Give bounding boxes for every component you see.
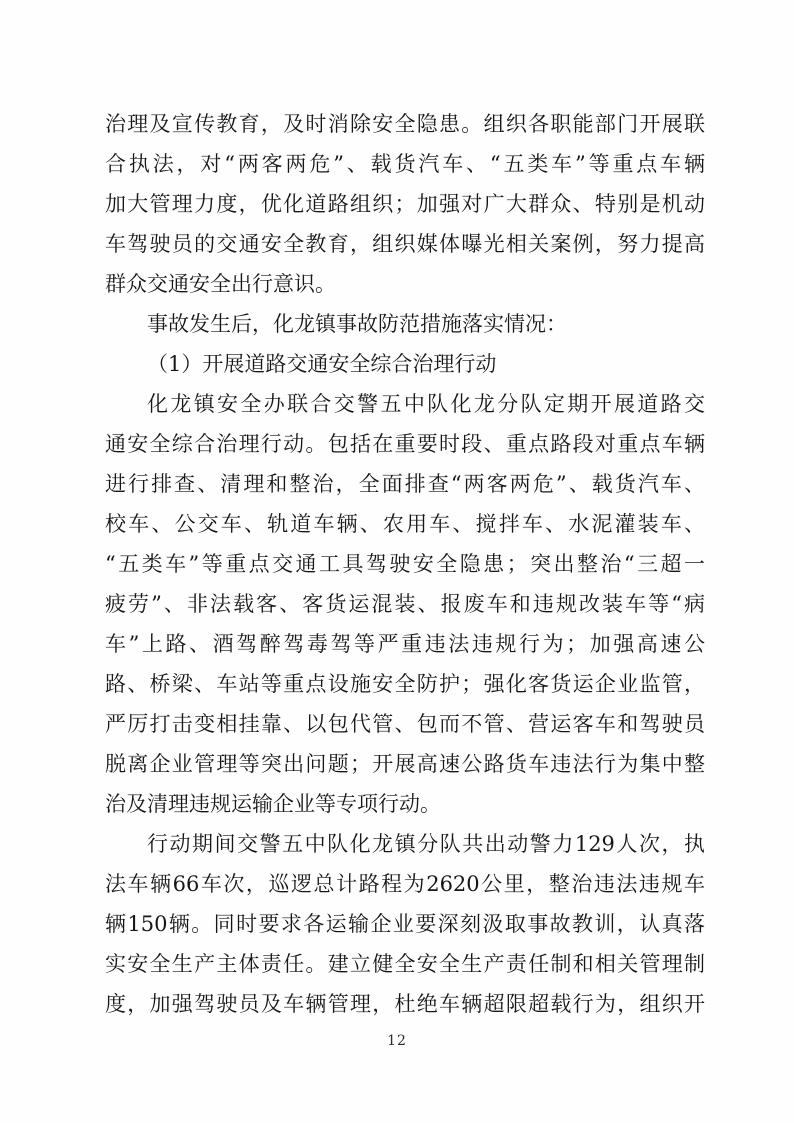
text-line: 校车、公交车、轨道车辆、农用车、搅拌车、水泥灌装车、 [105, 512, 705, 536]
text-line: 车驾驶员的交通安全教育，组织媒体曝光相关案例，努力提高 [105, 232, 705, 256]
text-line: 辆150辆。同时要求各运输企业要深刻汲取事故教训，认真落 [105, 912, 705, 936]
text-line: 化龙镇安全办联合交警五中队化龙分队定期开展道路交 [147, 392, 705, 416]
page-footer [0, 1030, 794, 1049]
text-line: 治理及宣传教育，及时消除安全隐患。组织各职能部门开展联 [105, 112, 705, 136]
text-line: （1）开展道路交通安全综合治理行动 [147, 352, 497, 376]
text-line: 事故发生后，化龙镇事故防范措施落实情况： [147, 312, 567, 336]
text-line: 疲劳”、非法载客、客货运混装、报废车和违规改装车等“病 [105, 592, 705, 616]
text-line: 治及清理违规运输企业等专项行动。 [105, 792, 441, 816]
text-line: 路、桥梁、车站等重点设施安全防护；强化客货运企业监管， [105, 672, 705, 696]
text-line: 法车辆66车次，巡逻总计路程为2620公里，整治违法违规车 [105, 872, 705, 896]
text-line: “五类车”等重点交通工具驾驶安全隐患；突出整治“三超一 [105, 552, 705, 576]
text-line: 行动期间交警五中队化龙镇分队共出动警力129人次，执 [147, 832, 705, 856]
text-line: 车”上路、酒驾醉驾毒驾等严重违法违规行为；加强高速公 [105, 632, 705, 656]
text-line: 实安全生产主体责任。建立健全安全生产责任制和相关管理制 [105, 952, 705, 976]
text-line: 通安全综合治理行动。包括在重要时段、重点路段对重点车辆 [105, 432, 705, 456]
text-line: 合执法，对“两客两危”、载货汽车、“五类车”等重点车辆 [105, 152, 705, 176]
page-number: 12 [387, 1033, 407, 1049]
text-line: 严厉打击变相挂靠、以包代管、包而不管、营运客车和驾驶员 [105, 712, 705, 736]
text-line: 群众交通安全出行意识。 [105, 272, 336, 296]
text-line: 度，加强驾驶员及车辆管理，杜绝车辆超限超载行为，组织开 [105, 992, 705, 1016]
document-body [105, 104, 705, 1024]
text-line: 加大管理力度，优化道路组织；加强对广大群众、特别是机动 [105, 192, 705, 216]
text-line: 脱离企业管理等突出问题；开展高速公路货车违法行为集中整 [105, 752, 705, 776]
text-line: 进行排查、清理和整治，全面排查“两客两危”、载货汽车、 [105, 472, 705, 496]
